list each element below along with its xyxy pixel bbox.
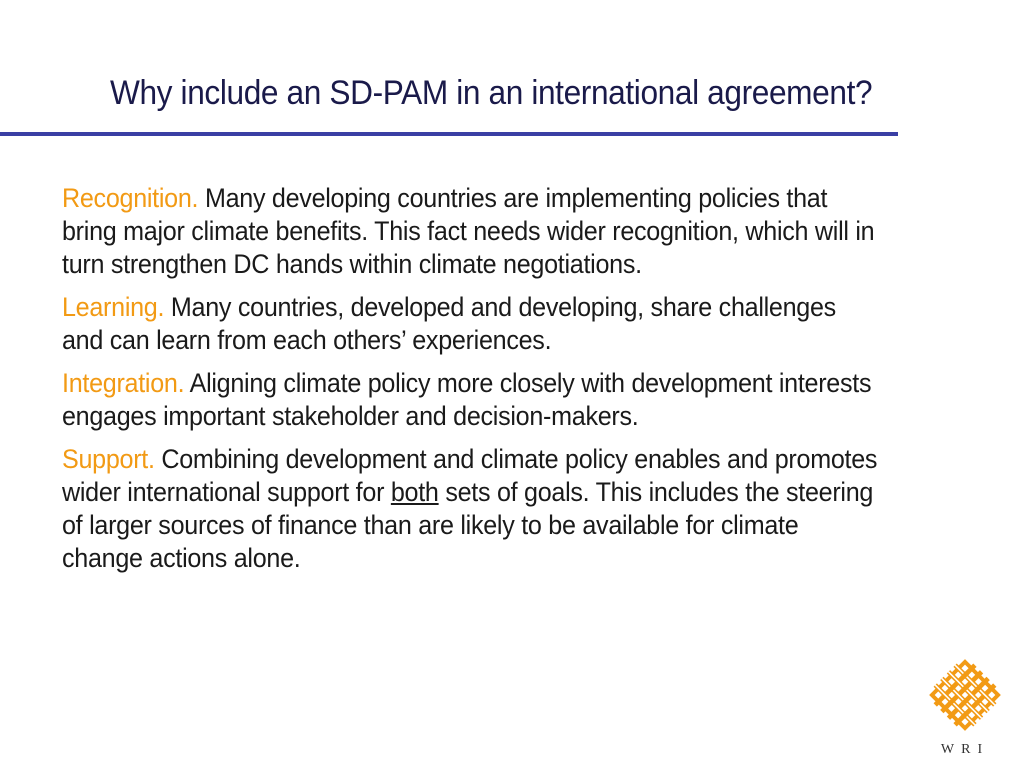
slide-body: [62, 182, 892, 585]
paragraph-text: Many countries, developed and developing, share challenges and can learn from each others’ experiences.: [62, 292, 836, 355]
paragraph-learning: [62, 291, 880, 357]
paragraph-recognition: [62, 182, 880, 281]
wri-logo-icon: [926, 656, 1004, 734]
paragraph-lead: Recognition.: [62, 183, 199, 213]
paragraph-lead: Integration.: [62, 368, 185, 398]
underlined-word: both: [390, 477, 439, 507]
paragraph-text: sets of goals. This includes the steering of larger sources of finance than are likely to be available for climate change actions alone.: [62, 477, 874, 573]
paragraph-text: Combining development and climate policy enables and promotes wider international support for: [62, 444, 878, 507]
paragraph-support: [62, 443, 880, 575]
paragraph-lead: Support.: [62, 444, 155, 474]
paragraph-text: Many developing countries are implementing policies that bring major climate benefits. This fact needs wider recognition, which will in turn strengthen DC hands within climate negotiations.: [62, 183, 875, 279]
paragraph-lead: Learning.: [62, 292, 165, 322]
paragraph-integration: [62, 367, 880, 433]
paragraph-text: Aligning climate policy more closely with development interests engages important stakeholder and decision-makers.: [62, 368, 872, 431]
title-divider: [0, 132, 898, 136]
slide-title: Why include an SD-PAM in an international agreement?: [110, 74, 873, 112]
logo-wordmark: WRI: [940, 742, 990, 757]
